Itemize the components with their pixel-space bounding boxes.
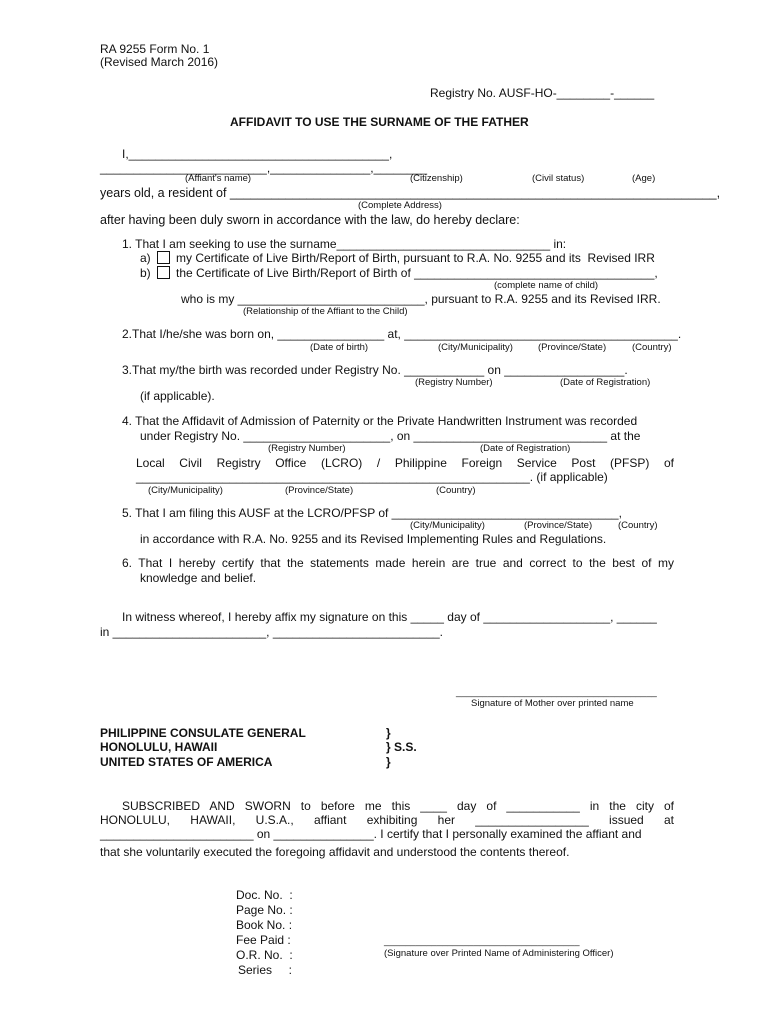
affiant-name-line: I,_______________________________________, — [122, 147, 393, 161]
item-4-line-1: 4. That the Affidavit of Admission of Paternity or the Private Handwritten Instrument was recorded — [122, 414, 638, 428]
form-number: RA 9255 Form No. 1 — [100, 42, 210, 56]
item-1b-text: the Certificate of Live Birth/Report of Birth of ____________________________________, — [176, 266, 658, 280]
label-city-municipality-5: (City/Municipality) — [410, 520, 485, 531]
venue-brace-1: } — [386, 726, 391, 740]
form-revision: (Revised March 2016) — [100, 55, 219, 69]
witness-line-1: In witness whereof, I hereby affix my signature on this _____ day of ___________________, ______ — [122, 610, 657, 624]
venue-line-2: HONOLULU, HAWAII — [100, 740, 218, 754]
label-date-of-birth: (Date of birth) — [310, 342, 369, 353]
venue-brace-3: } — [386, 755, 391, 769]
fee-paid: Fee Paid : — [236, 933, 291, 947]
label-date-of-registration: (Date of Registration) — [560, 377, 651, 388]
or-no: O.R. No. : — [236, 948, 293, 962]
venue-line-1: PHILIPPINE CONSULATE GENERAL — [100, 726, 306, 740]
jurat-line-3: _______________________ on _______________. I certify that I personally examined the affiant and — [100, 827, 642, 841]
label-complete-address: (Complete Address) — [358, 200, 442, 211]
item-1-relationship-line: who is my ____________________________, pursuant to R.A. 9255 and its Revised IRR. — [181, 292, 661, 306]
item-5-line-2: in accordance with R.A. No. 9255 and its Revised Implementing Rules and Regulations. — [140, 532, 607, 546]
item-1b-checkbox[interactable] — [157, 266, 170, 279]
item-1-line: 1. That I am seeking to use the surname________________________________ in: — [122, 237, 567, 251]
page-no: Page No. : — [236, 903, 293, 917]
label-province-state-4: (Province/State) — [285, 485, 354, 496]
item-1a-text: my Certificate of Live Birth/Report of Birth, pursuant to R.A. No. 9255 and its Revised IRR — [176, 251, 655, 265]
series: Series : — [238, 963, 293, 977]
item-4-line-2: under Registry No. ______________________, on _____________________________ at the — [140, 429, 641, 443]
item-3-if-applicable: (if applicable). — [140, 389, 215, 403]
item-6-line-1: 6. That I hereby certify that the statements made herein are true and correct to the best of my — [122, 556, 674, 570]
label-child-name: (complete name of child) — [494, 280, 599, 291]
document-title: AFFIDAVIT TO USE THE SURNAME OF THE FATHER — [230, 115, 529, 129]
officer-signature-line: _____________________________________ — [384, 936, 580, 947]
label-administering-officer: (Signature over Printed Name of Administering Officer) — [384, 948, 614, 959]
venue-brace-ss: } S.S. — [386, 740, 417, 754]
item-3-line: 3.That my/the birth was recorded under Registry No. ____________ on __________________. — [122, 363, 628, 377]
mother-signature-line: ______________________________________ — [456, 687, 657, 698]
book-no: Book No. : — [236, 918, 293, 932]
witness-line-2: in _______________________, _________________________. — [100, 625, 444, 639]
label-country: (Country) — [632, 342, 672, 353]
label-relationship: (Relationship of the Affiant to the Child) — [243, 306, 408, 317]
label-registry-number-4: (Registry Number) — [268, 443, 346, 454]
label-civil-status: (Civil status) — [532, 173, 585, 184]
item-4-line-4: ___________________________________________________________. (if applicable) — [136, 470, 608, 484]
item-5-line-1: 5. That I am filing this AUSF at the LCRO/PFSP of __________________________________, — [122, 506, 622, 520]
resident-line: years old, a resident of ______________________________________________________________________, — [100, 186, 721, 200]
label-city-municipality: (City/Municipality) — [438, 342, 513, 353]
label-registry-number: (Registry Number) — [415, 377, 493, 388]
item-6-line-2: knowledge and belief. — [140, 571, 257, 585]
jurat-line-1: SUBSCRIBED AND SWORN to before me this ____ day of ___________ in the city of — [122, 799, 674, 813]
item-4-line-3: Local Civil Registry Office (LCRO) / Philippine Foreign Service Post (PFSP) of — [136, 456, 674, 470]
affiant-details-line: _________________________,_______________,________ — [100, 161, 428, 175]
item-1a-letter: a) — [140, 251, 151, 265]
registry-number-field: Registry No. AUSF-HO-________-______ — [430, 86, 655, 100]
label-province-state: (Province/State) — [538, 342, 607, 353]
item-1b-letter: b) — [140, 266, 151, 280]
label-affiant-name: (Affiant's name) — [185, 173, 252, 184]
label-country-5: (Country) — [618, 520, 658, 531]
item-1a-checkbox[interactable] — [157, 251, 170, 264]
jurat-line-2: HONOLULU, HAWAII, U.S.A., affiant exhibiting her _________________ issued at — [100, 813, 674, 827]
doc-no: Doc. No. : — [236, 888, 293, 902]
label-date-of-registration-4: (Date of Registration) — [480, 443, 571, 454]
jurat-line-4: that she voluntarily executed the foregoing affidavit and understood the contents thereof. — [100, 845, 570, 859]
venue-line-3: UNITED STATES OF AMERICA — [100, 755, 273, 769]
label-province-state-5: (Province/State) — [524, 520, 593, 531]
label-city-municipality-4: (City/Municipality) — [148, 485, 223, 496]
item-2-line: 2.That I/he/she was born on, ________________ at, _________________________________________. — [122, 327, 682, 341]
label-age: (Age) — [632, 173, 656, 184]
label-citizenship: (Citizenship) — [410, 173, 463, 184]
sworn-statement: after having been duly sworn in accordance with the law, do hereby declare: — [100, 213, 520, 227]
label-country-4: (Country) — [436, 485, 476, 496]
label-mother-signature: Signature of Mother over printed name — [471, 698, 634, 709]
